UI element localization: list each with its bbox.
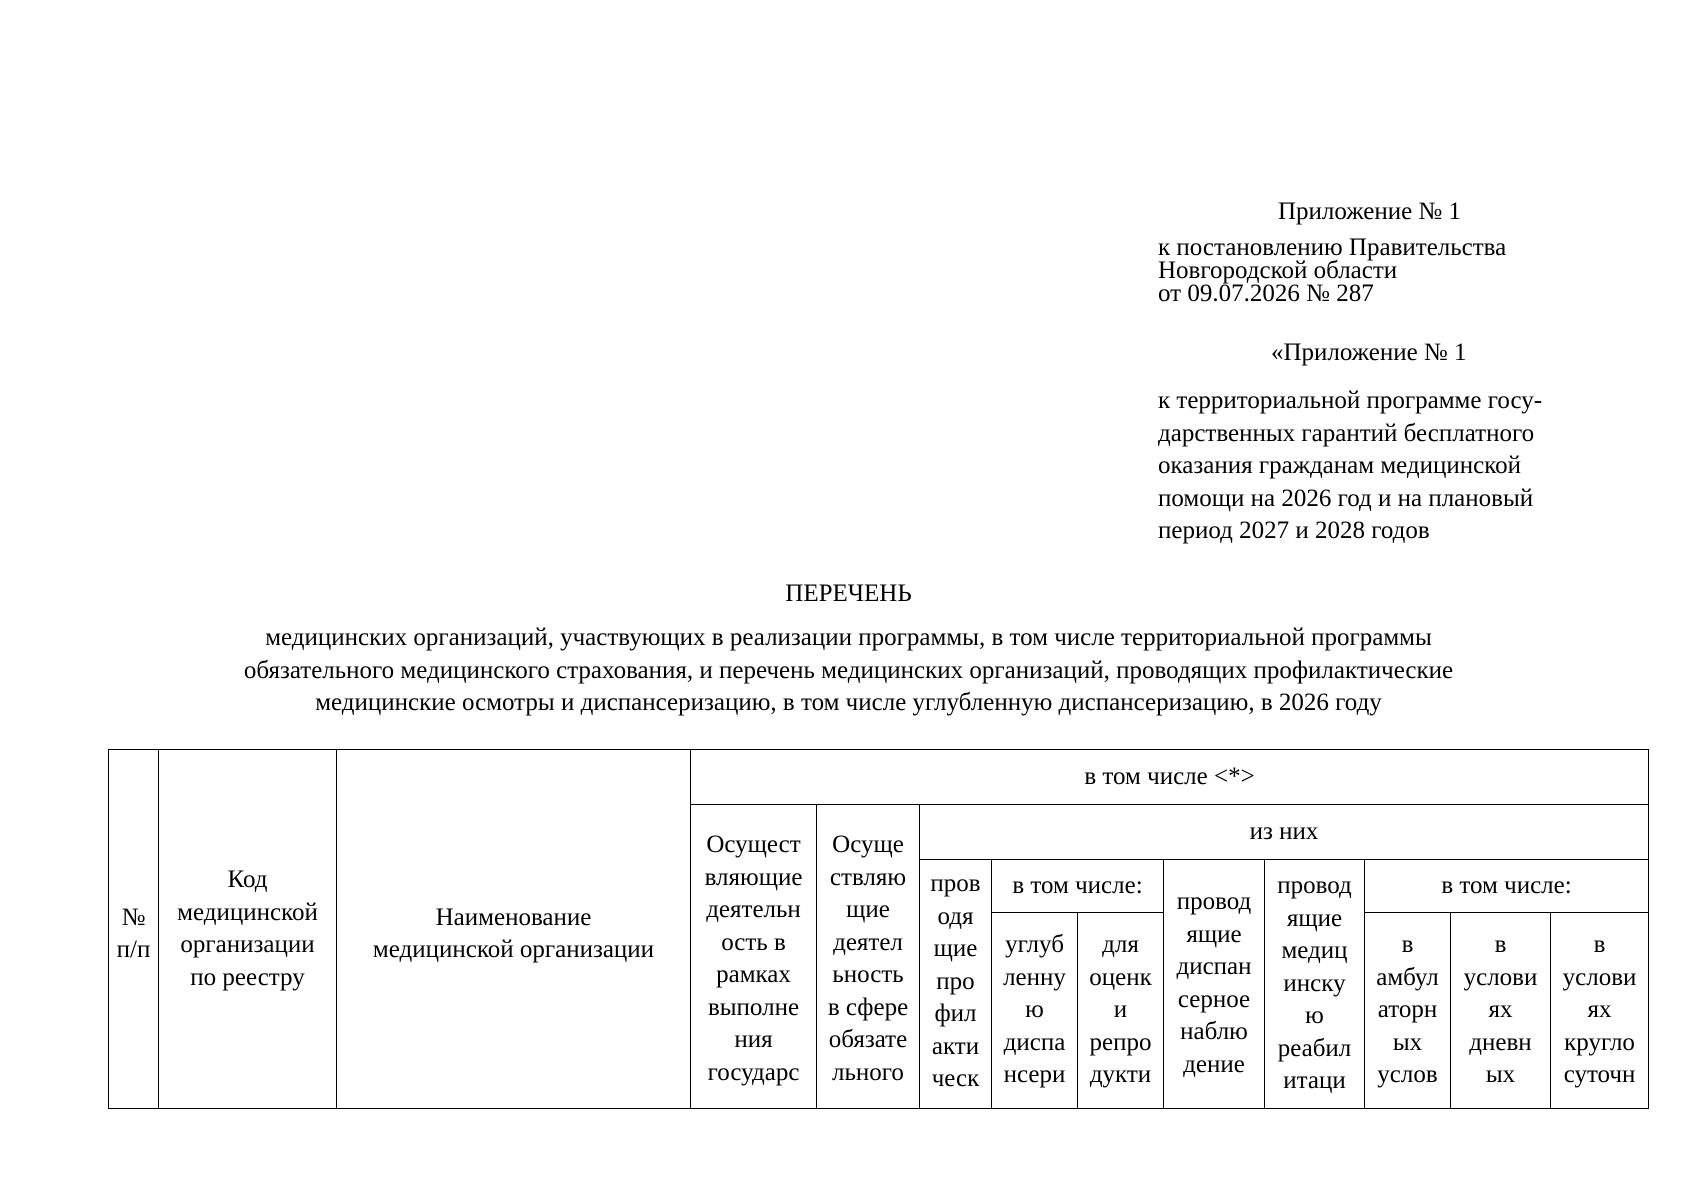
header-code: Код медицинской организации по реестру <box>159 750 337 1109</box>
appendix2-line: оказания гражданам медицинской <box>1158 452 1522 479</box>
subtitle-line: обязательного медицинского страхования, и перечень медицинских организаций, проводящих профилактические <box>243 656 1454 684</box>
header-deep: углуб ленну ю диспа нсери <box>992 913 1078 1109</box>
header-including-b: в том числе: <box>1365 860 1649 913</box>
header-round: в услови ях кругло суточн <box>1551 913 1649 1109</box>
appendix1-lines <box>1158 236 1506 305</box>
header-including: в том числе <*> <box>691 750 1649 805</box>
appendix1-line: Новгородской области <box>1158 257 1398 284</box>
document-title: ПЕРЕЧЕНЬ <box>785 580 912 607</box>
appendix2-title: «Приложение № 1 <box>1271 339 1467 366</box>
header-prophylactic: пров одя щие про фил акти ческ <box>920 860 992 1109</box>
appendix1-title: Приложение № 1 <box>1278 198 1462 225</box>
header-num: № п/п <box>109 750 159 1109</box>
header-reproductive: для оценк и репро дукти <box>1078 913 1164 1109</box>
header-oms: Осуще ствляю щие деятел ьность в сфере обязате льного <box>817 805 920 1109</box>
appendix2-line: период 2027 и 2028 годов <box>1158 517 1430 544</box>
header-dispensary: провод ящие диспан серное наблю дение <box>1164 860 1265 1109</box>
header-including-a: в том числе: <box>992 860 1164 913</box>
organizations-table-header <box>108 749 1649 1109</box>
subtitle-line: медицинские осмотры и диспансеризацию, в том числе углубленную диспансеризацию, в 2026 году <box>315 689 1382 716</box>
appendix2-line: дарственных гарантий бесплатного <box>1158 419 1535 447</box>
header-state-task: Осущест вляющие деятельн ость в рамках выполне ния государс <box>691 805 817 1109</box>
header-rehab: провод ящие медиц инску ю реабил итаци <box>1265 860 1365 1109</box>
subtitle-line: медицинских организаций, участвующих в реализации программы, в том числе территориальной программы <box>265 624 1432 651</box>
appendix1-line: от 09.07.2026 № 287 <box>1158 280 1374 307</box>
header-of-them: из них <box>920 805 1649 860</box>
header-ambulatory: в амбул аторн ых услов <box>1365 913 1451 1109</box>
appendix2-lines <box>1158 385 1542 548</box>
appendix2-line: помощи на 2026 год и на плановый <box>1158 484 1534 512</box>
appendix2-line: к территориальной программе госу- <box>1158 387 1543 414</box>
header-name: Наименование медицинской организации <box>337 750 691 1109</box>
appendix1-line: к постановлению Правительства <box>1158 234 1507 261</box>
document-subtitle <box>0 622 1697 720</box>
header-day: в услови ях дневн ых <box>1451 913 1551 1109</box>
